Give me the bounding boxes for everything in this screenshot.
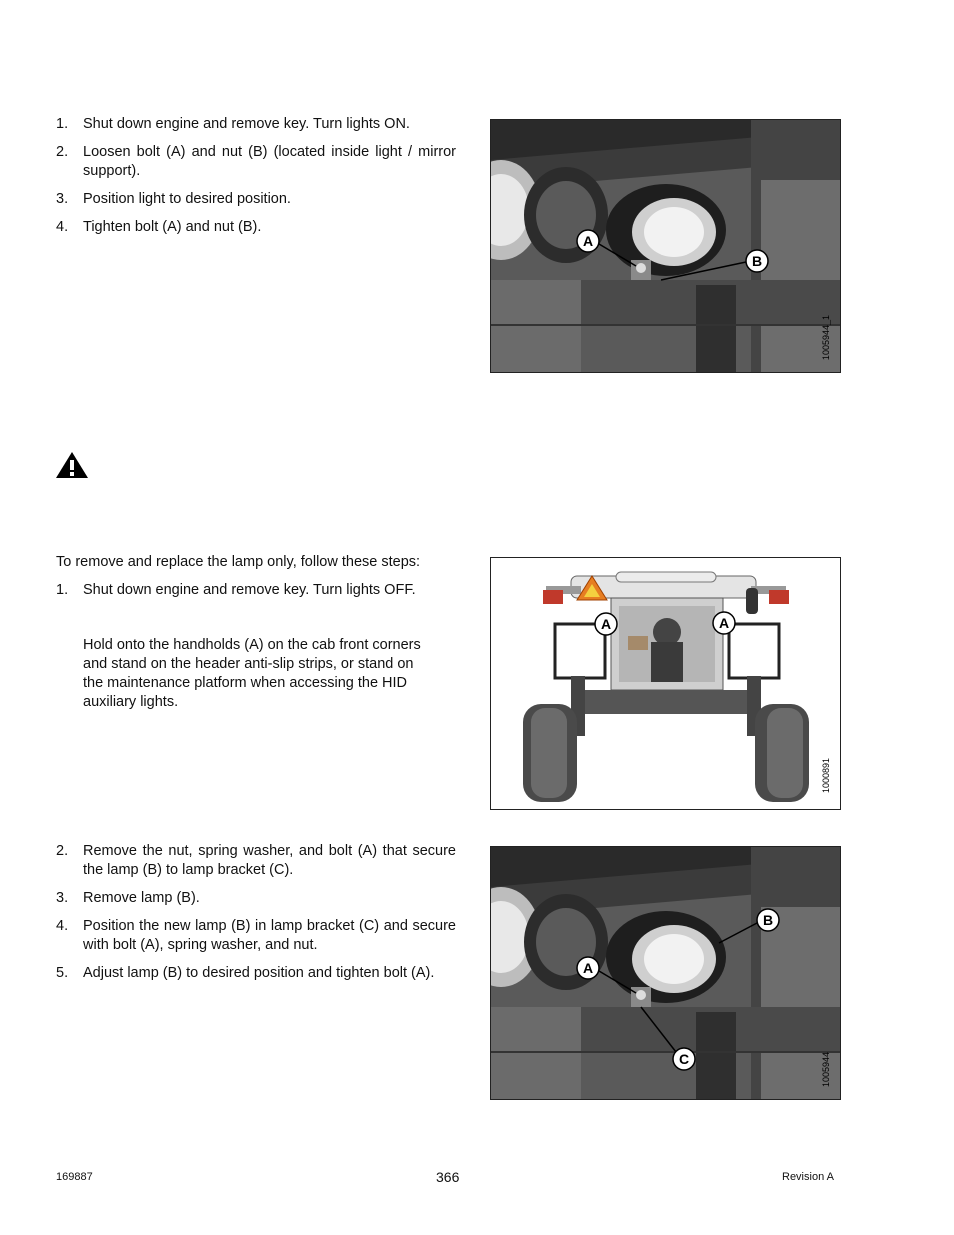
step-number: 3. xyxy=(56,890,69,906)
revision: Revision A xyxy=(782,1171,834,1183)
cab-front-illustration xyxy=(491,558,840,809)
step-text: Remove lamp (B). xyxy=(83,890,200,906)
step-2-lamp xyxy=(56,842,456,880)
doc-number: 169887 xyxy=(56,1171,93,1183)
step-5-lamp xyxy=(56,964,456,983)
step-text: Shut down engine and remove key. Turn lights ON. xyxy=(83,116,410,132)
step-3 xyxy=(56,190,456,209)
caution-text: Hold onto the handholds (A) on the cab front corners and stand on the header anti-slip strips, or stand on the maintenance platform when accessing the HID auxiliary lights. xyxy=(83,637,421,710)
step-number: 5. xyxy=(56,965,69,981)
step-text: Shut down engine and remove key. Turn lights OFF. xyxy=(83,582,416,598)
page-number: 366 xyxy=(436,1169,460,1185)
callout-a-left: A xyxy=(600,616,612,632)
figure-id: 1005944 xyxy=(821,1052,831,1088)
step-1 xyxy=(56,115,456,134)
step-1-lamp xyxy=(56,581,456,600)
step-number: 4. xyxy=(56,219,69,235)
step-number: 4. xyxy=(56,918,69,934)
step-3-lamp xyxy=(56,889,456,908)
figure-light-adjustment xyxy=(490,119,841,373)
step-text: Position the new lamp (B) in lamp bracket (C) and secure with bolt (A), spring washer, and nut. xyxy=(83,918,456,953)
step-number: 2. xyxy=(56,843,69,859)
intro-text: To remove and replace the lamp only, follow these steps: xyxy=(56,554,421,570)
callout-b: B xyxy=(762,912,774,928)
step-text: Adjust lamp (B) to desired position and tighten bolt (A). xyxy=(83,965,435,981)
figure-lamp-replacement xyxy=(490,846,841,1100)
step-2 xyxy=(56,143,456,181)
light-adjustment-illustration xyxy=(491,120,840,372)
lamp-replacement-illustration xyxy=(491,847,840,1099)
callout-b: B xyxy=(751,253,763,269)
callout-a: A xyxy=(582,233,594,249)
callout-a-right: A xyxy=(718,615,730,631)
figure-id: 1000891 xyxy=(821,758,831,794)
figure-cab-front xyxy=(490,557,841,810)
step-text: Loosen bolt (A) and nut (B) (located inside light / mirror support). xyxy=(83,144,456,179)
step-number: 1. xyxy=(56,582,69,598)
step-number: 2. xyxy=(56,144,69,160)
step-text: Remove the nut, spring washer, and bolt (A) that secure the lamp (B) to lamp bracket (C). xyxy=(83,843,456,878)
step-4-lamp xyxy=(56,917,456,955)
step-text: Position light to desired position. xyxy=(83,191,291,207)
step-number: 1. xyxy=(56,116,69,132)
figure-id: 1005944_1 xyxy=(821,315,831,361)
step-number: 3. xyxy=(56,191,69,207)
step-text: Tighten bolt (A) and nut (B). xyxy=(83,219,262,235)
callout-a: A xyxy=(582,960,594,976)
step-4 xyxy=(56,218,456,237)
callout-c: C xyxy=(678,1051,690,1067)
warning-icon xyxy=(55,451,89,479)
